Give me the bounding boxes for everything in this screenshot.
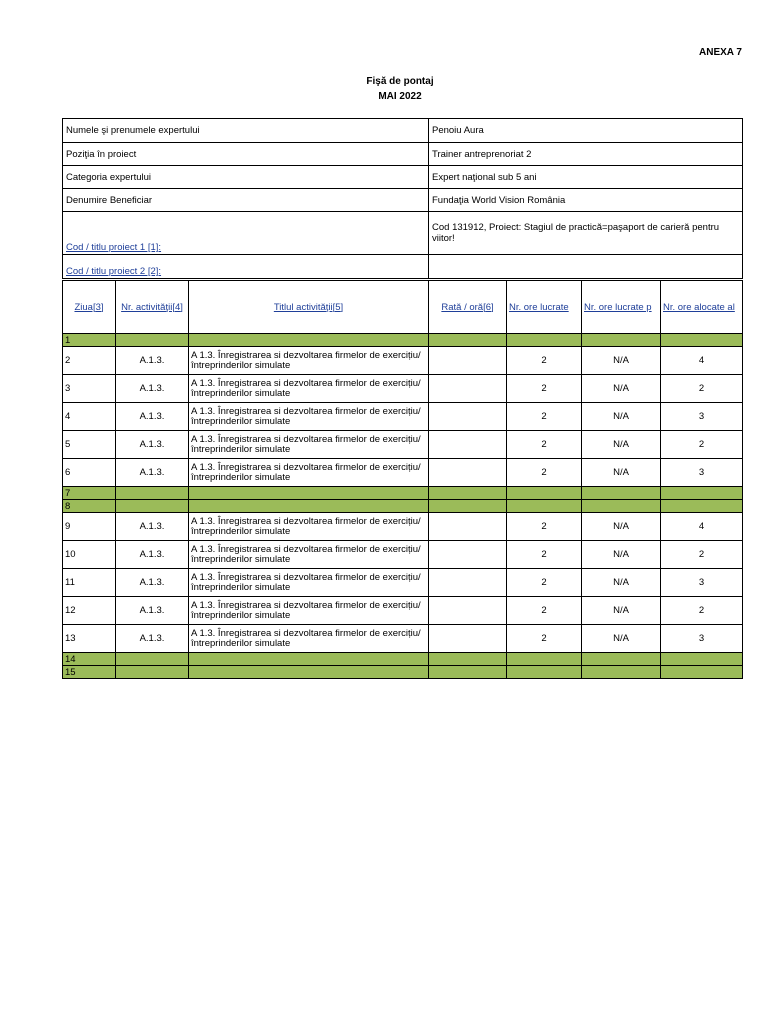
activity-no-cell: A.1.3. [116,541,189,569]
activity-title-cell [189,334,429,347]
table-row [63,459,743,487]
day-cell: 1 [63,334,116,347]
column-header-rate[interactable]: Rată / oră[6] [441,301,494,313]
day-cell: 15 [63,666,116,679]
info-label: Categoria expertului [63,166,429,189]
rate-cell [429,459,507,487]
table-row [63,513,743,541]
activity-title-cell: A 1.3. Înregistrarea si dezvoltarea firmelor de exercițiu/întreprinderilor simulate [189,513,429,541]
day-cell: 4 [63,403,116,431]
hours-worked-cell: 2 [507,403,582,431]
hours-allocated-cell [661,487,743,500]
table-row [63,541,743,569]
hours-worked-cell: 2 [507,375,582,403]
hours-allocated-cell: 2 [661,431,743,459]
timesheet-table [62,280,743,679]
activity-no-cell: A.1.3. [116,569,189,597]
hours-allocated-cell [661,334,743,347]
rate-cell [429,347,507,375]
hours-other-cell [582,500,661,513]
activity-title-cell: A 1.3. Înregistrarea si dezvoltarea firmelor de exercițiu/întreprinderilor simulate [189,541,429,569]
info-label: Denumire Beneficiar [63,189,429,212]
table-row [63,597,743,625]
rate-cell [429,334,507,347]
hours-worked-cell [507,334,582,347]
hours-worked-cell: 2 [507,513,582,541]
rate-cell [429,569,507,597]
hours-worked-cell: 2 [507,431,582,459]
day-cell: 2 [63,347,116,375]
table-row [63,375,743,403]
rate-cell [429,653,507,666]
hours-other-cell: N/A [582,403,661,431]
day-cell: 10 [63,541,116,569]
column-header-hours-allocated[interactable]: Nr. ore alocate al [663,301,735,313]
hours-other-cell: N/A [582,569,661,597]
activity-no-cell [116,487,189,500]
day-cell: 6 [63,459,116,487]
hours-other-cell: N/A [582,541,661,569]
activity-no-cell [116,334,189,347]
hours-allocated-cell: 3 [661,459,743,487]
info-label: Poziţia în proiect [63,143,429,166]
hours-other-cell [582,334,661,347]
activity-no-cell: A.1.3. [116,375,189,403]
hours-worked-cell [507,653,582,666]
day-cell: 12 [63,597,116,625]
table-row [63,625,743,653]
hours-allocated-cell [661,500,743,513]
hours-other-cell: N/A [582,597,661,625]
rate-cell [429,513,507,541]
document-title: Fişă de pontaj [366,76,434,87]
day-cell: 3 [63,375,116,403]
hours-other-cell: N/A [582,347,661,375]
table-row [63,403,743,431]
activity-no-cell: A.1.3. [116,459,189,487]
activity-title-cell: A 1.3. Înregistrarea si dezvoltarea firmelor de exercițiu/întreprinderilor simulate [189,597,429,625]
column-header-hours-worked[interactable]: Nr. ore lucrate [509,301,569,313]
activity-no-cell [116,666,189,679]
hours-worked-cell [507,666,582,679]
rate-cell [429,487,507,500]
hours-allocated-cell: 4 [661,513,743,541]
activity-no-cell: A.1.3. [116,431,189,459]
expert-info-table [62,118,743,279]
activity-title-cell: A 1.3. Înregistrarea si dezvoltarea firmelor de exercițiu/întreprinderilor simulate [189,347,429,375]
day-cell: 5 [63,431,116,459]
hours-worked-cell [507,487,582,500]
hours-worked-cell: 2 [507,569,582,597]
table-header-row [63,281,743,334]
activity-title-cell: A 1.3. Înregistrarea si dezvoltarea firmelor de exercițiu/întreprinderilor simulate [189,375,429,403]
hours-allocated-cell: 3 [661,625,743,653]
rate-cell [429,403,507,431]
hours-allocated-cell: 3 [661,403,743,431]
activity-title-cell: A 1.3. Înregistrarea si dezvoltarea firmelor de exercițiu/întreprinderilor simulate [189,569,429,597]
activity-title-cell [189,653,429,666]
column-header-activity-no[interactable]: Nr. activităţii[4] [121,301,183,313]
weekend-row [63,334,743,347]
column-header-activity-title[interactable]: Titlul activităţii[5] [273,301,344,313]
hours-other-cell [582,653,661,666]
project-1-link[interactable]: Cod / titlu proiect 1 [1]: [66,242,162,253]
hours-other-cell: N/A [582,459,661,487]
info-row-category [63,166,743,189]
rate-cell [429,500,507,513]
hours-other-cell [582,666,661,679]
info-label: Numele şi prenumele expertului [63,119,429,143]
activity-title-cell [189,487,429,500]
hours-allocated-cell: 3 [661,569,743,597]
hours-allocated-cell: 2 [661,375,743,403]
document-period: MAI 2022 [378,91,422,102]
info-value: Trainer antreprenoriat 2 [429,143,743,166]
annex-label: ANEXA 7 [699,47,742,58]
hours-allocated-cell: 4 [661,347,743,375]
hours-other-cell: N/A [582,625,661,653]
day-cell: 9 [63,513,116,541]
hours-allocated-cell: 2 [661,541,743,569]
table-row [63,347,743,375]
rate-cell [429,597,507,625]
day-cell: 11 [63,569,116,597]
day-cell: 8 [63,500,116,513]
hours-other-cell: N/A [582,375,661,403]
hours-other-cell: N/A [582,431,661,459]
hours-allocated-cell: 2 [661,597,743,625]
day-cell: 14 [63,653,116,666]
info-value [429,255,743,279]
rate-cell [429,666,507,679]
hours-worked-cell: 2 [507,597,582,625]
hours-worked-cell: 2 [507,541,582,569]
day-cell: 7 [63,487,116,500]
activity-title-cell: A 1.3. Înregistrarea si dezvoltarea firmelor de exercițiu/întreprinderilor simulate [189,625,429,653]
project-2-link[interactable]: Cod / titlu proiect 2 [2]: [66,266,162,277]
hours-worked-cell: 2 [507,347,582,375]
day-cell: 13 [63,625,116,653]
table-row [63,431,743,459]
info-row-project-1 [63,212,743,255]
hours-other-cell: N/A [582,513,661,541]
activity-title-cell: A 1.3. Înregistrarea si dezvoltarea firmelor de exercițiu/întreprinderilor simulate [189,403,429,431]
column-header-hours-other[interactable]: Nr. ore lucrate p [584,301,652,313]
info-row-position [63,143,743,166]
info-row-beneficiary [63,189,743,212]
activity-no-cell [116,500,189,513]
activity-title-cell: A 1.3. Înregistrarea si dezvoltarea firmelor de exercițiu/întreprinderilor simulate [189,459,429,487]
activity-no-cell: A.1.3. [116,347,189,375]
column-header-day[interactable]: Ziua[3] [74,301,104,313]
activity-no-cell: A.1.3. [116,625,189,653]
activity-title-cell: A 1.3. Înregistrarea si dezvoltarea firmelor de exercițiu/întreprinderilor simulate [189,431,429,459]
hours-allocated-cell [661,666,743,679]
rate-cell [429,375,507,403]
weekend-row [63,487,743,500]
info-row-name [63,119,743,143]
rate-cell [429,625,507,653]
activity-no-cell: A.1.3. [116,403,189,431]
hours-worked-cell [507,500,582,513]
rate-cell [429,431,507,459]
info-value: Fundaţia World Vision România [429,189,743,212]
activity-no-cell: A.1.3. [116,597,189,625]
info-value: Expert naţional sub 5 ani [429,166,743,189]
hours-allocated-cell [661,653,743,666]
hours-other-cell [582,487,661,500]
hours-worked-cell: 2 [507,459,582,487]
hours-worked-cell: 2 [507,625,582,653]
table-row [63,569,743,597]
activity-title-cell [189,500,429,513]
activity-no-cell: A.1.3. [116,513,189,541]
rate-cell [429,541,507,569]
weekend-row [63,653,743,666]
info-value: Cod 131912, Proiect: Stagiul de practică=paşaport de carieră pentru viitor! [429,212,743,255]
activity-no-cell [116,653,189,666]
info-value: Penoiu Aura [429,119,743,143]
activity-title-cell [189,666,429,679]
weekend-row [63,666,743,679]
weekend-row [63,500,743,513]
info-row-project-2 [63,255,743,279]
